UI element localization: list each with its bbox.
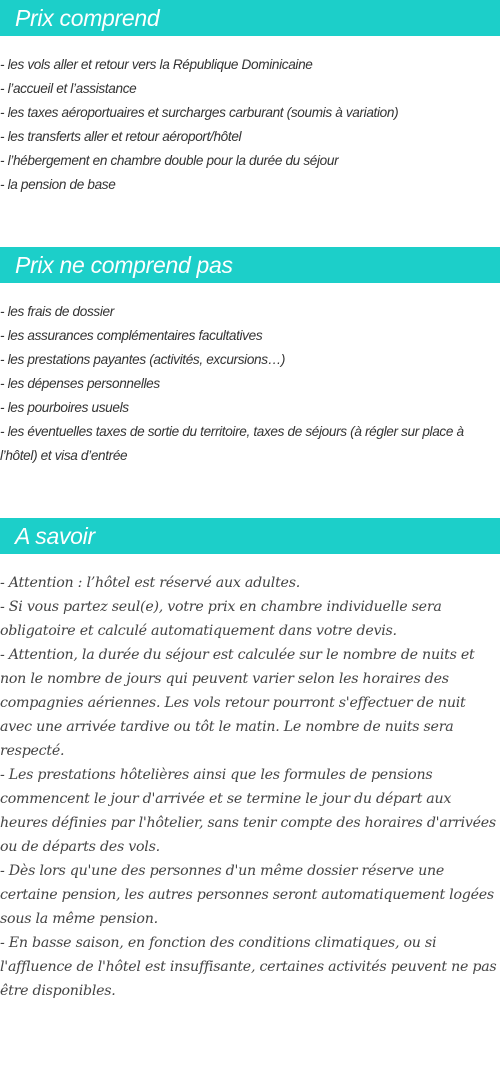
list-item: - la pension de base [0, 177, 116, 192]
excluded-list [0, 300, 500, 468]
list-item: - Attention : l’hôtel est réservé aux adultes. [0, 575, 300, 591]
list-item: - les prestations payantes (activités, excursions…) [0, 352, 286, 367]
section-title-a-savoir: A savoir [15, 522, 95, 549]
included-list [0, 53, 500, 197]
list-item: - l’hébergement en chambre double pour la durée du séjour [0, 153, 339, 168]
notes-list [0, 571, 500, 1003]
list-item: - En basse saison, en fonction des conditions climatiques, ou si l'affluence de l'hôtel est insuffisante, certaines activités peuvent ne pas être disponibles. [0, 935, 497, 999]
section-title-prix-ne-comprend-pas: Prix ne comprend pas [15, 251, 233, 278]
list-item: - les transferts aller et retour aéroport/hôtel [0, 129, 242, 144]
section-header-a-savoir [0, 518, 500, 554]
list-item: - Dès lors qu'une des personnes d'un même dossier réserve une certaine pension, les autres personnes seront automatiquement logées sous la même pension. [0, 863, 494, 927]
list-item: - les taxes aéroportuaires et surcharges carburant (soumis à variation) [0, 105, 399, 120]
section-title-prix-comprend: Prix comprend [15, 4, 160, 31]
list-item: - les assurances complémentaires facultatives [0, 328, 263, 343]
list-item: - l’accueil et l’assistance [0, 81, 137, 96]
list-item: - les éventuelles taxes de sortie du territoire, taxes de séjours (à régler sur place à l’hôtel) et visa d’entrée [0, 424, 464, 463]
list-item: - les pourboires usuels [0, 400, 129, 415]
section-header-prix-ne-comprend-pas [0, 247, 500, 283]
section-header-prix-comprend [0, 0, 500, 36]
list-item: - Si vous partez seul(e), votre prix en chambre individuelle sera obligatoire et calculé automatiquement dans votre devis. [0, 599, 442, 639]
list-item: - Les prestations hôtelières ainsi que les formules de pensions commencent le jour d'arrivée et se termine le jour du départ aux heures définies par l'hôtelier, sans tenir compte des horaires d'arrivées ou de départs des vols. [0, 767, 496, 855]
list-item: - les dépenses personnelles [0, 376, 160, 391]
list-item: - les vols aller et retour vers la République Dominicaine [0, 57, 313, 72]
list-item: - Attention, la durée du séjour est calculée sur le nombre de nuits et non le nombre de jours qui peuvent varier selon les horaires des compagnies aériennes. Les vols retour pourront s'effectuer de nuit avec une arrivée tardive ou tôt le matin. Le nombre de nuits sera respecté. [0, 647, 475, 759]
list-item: - les frais de dossier [0, 304, 114, 319]
